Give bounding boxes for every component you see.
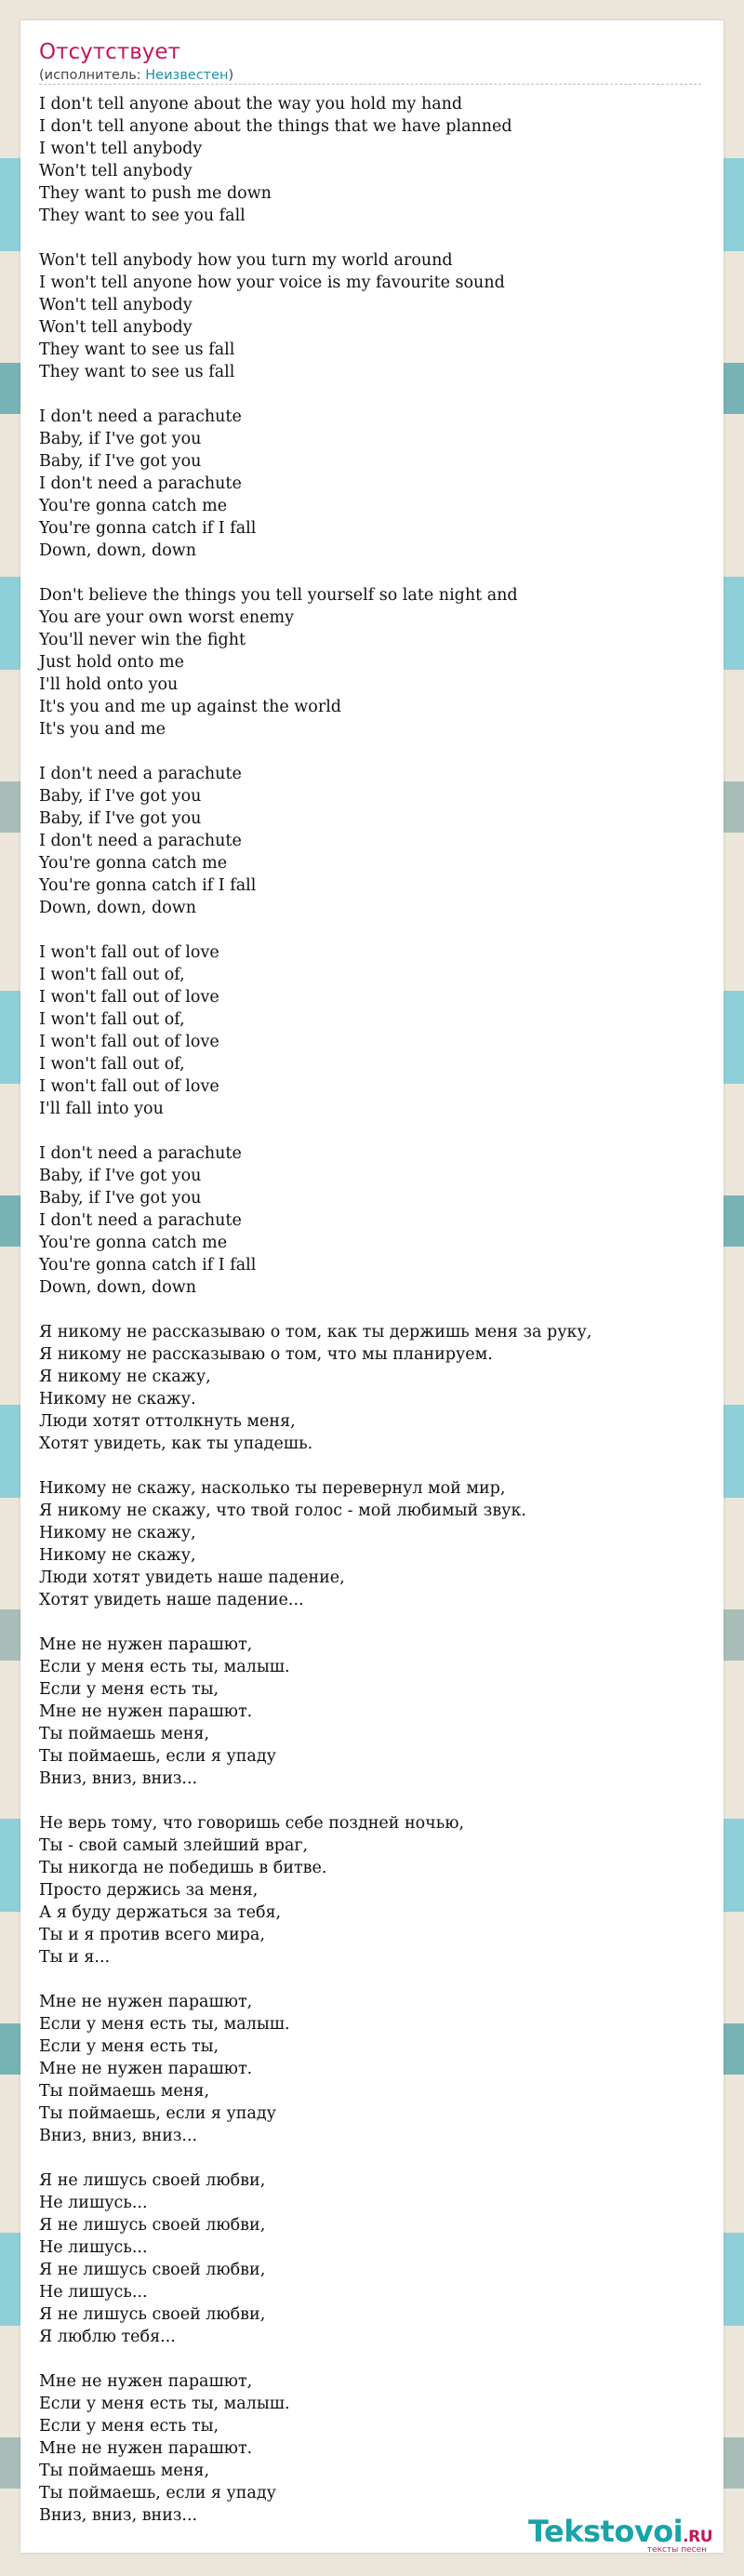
site-logo[interactable] — [526, 2514, 712, 2553]
background-stripe — [0, 2437, 20, 2489]
background-stripe — [724, 158, 744, 251]
lyrics-text: I don't tell anyone about the way you hold my hand I don't tell anyone about the things that we have planned I won't tell anybody Won't tell anybody They want to push me down They want to see you fall Won't tell anybody how you turn my world around I won't tell anyone how your voice is my favourite sound Won't tell anybody Won't tell anybody They want to see us fall They want to see us fall I don't need a parachute Baby, if I've got you Baby, if I've got you I don't need a parachute You're gonna catch me You're gonna catch if I fall Down, down, down Don't believe the things you tell yourself so late night and You are your own worst enemy You'll never win the fight Just hold onto me I'll hold onto you It's you and me up against the world It's you and me I don't need a parachute Baby, if I've got you Baby, if I've got you I don't need a parachute You're gonna catch me You're gonna catch if I fall Down, down, down I won't fall out of love I won't fall out of, I won't fall out of love I won't fall out of, I won't fall out of love I won't fall out of, I won't fall out of love I'll fall into you I don't need a parachute Baby, if I've got you Baby, if I've got you I don't need a parachute You're gonna catch me You're gonna catch if I fall Down, down, down Я никому не рассказываю о том, как ты держишь меня за руку, Я никому не рассказываю о том, что мы планируем. Я никому не скажу, Никому не скажу. Люди хотят оттолкнуть меня, Хотят увидеть, как ты упадешь. Никому не скажу, насколько ты перевернул мой мир, Я никому не скажу, что твой голос - мой любимый звук. Никому не скажу, Никому не скажу, Люди хотят увидеть наше падение, Хотят увидеть наше падение... Мне не нужен парашют, Если у меня есть ты, малыш. Если у меня есть ты, Мне не нужен парашют. Ты поймаешь меня, Ты поймаешь, если я упаду Вниз, вниз, вниз... Не верь тому, что говоришь себе поздней ночью, Ты - свой самый злейший враг, Ты никогда не победишь в битве. Просто держись за меня, А я буду держаться за тебя, Ты и я против всего мира, Ты и я... Мне не нужен парашют, Если у меня есть ты, малыш. Если у меня есть ты, Мне не нужен парашют. Ты поймаешь меня, Ты поймаешь, если я упаду Вниз, вниз, вниз... Я не лишусь своей любви, Не лишусь... Я не лишусь своей любви, Не лишусь... Я не лишусь своей любви, Не лишусь... Я не лишусь своей любви, Я люблю тебя... Мне не нужен парашют, Если у меня есть ты, малыш. Если у меня есть ты, Мне не нужен парашют. Ты поймаешь меня, Ты поймаешь, если я упаду Вниз, вниз, вниз... — [39, 95, 592, 2525]
artist-suffix: ) — [228, 68, 234, 83]
background-stripe — [0, 1609, 20, 1661]
artist-prefix: (исполнитель: — [39, 68, 146, 83]
background-stripe — [0, 158, 20, 251]
logo-brand: Tekstovoi — [527, 2514, 684, 2549]
logo-wordmark — [528, 2514, 712, 2549]
background-stripe — [724, 1609, 744, 1661]
background-stripe — [724, 2023, 744, 2075]
song-title: Отсутствует — [39, 40, 180, 64]
logo-tagline: тексты песен — [646, 2545, 707, 2555]
background-stripe — [0, 1195, 20, 1247]
background-stripe — [724, 1819, 744, 1912]
background-stripe — [724, 781, 744, 833]
lyrics-card — [20, 20, 724, 2553]
background-stripe — [724, 363, 744, 414]
background-stripe — [724, 1405, 744, 1498]
background-stripe — [0, 781, 20, 833]
background-stripe — [0, 2233, 20, 2326]
artist-line — [39, 67, 233, 84]
title-divider — [39, 84, 701, 85]
background-stripe — [0, 1819, 20, 1912]
background-stripe — [724, 991, 744, 1084]
background-stripe — [0, 2023, 20, 2075]
artist-link[interactable]: Неизвестен — [145, 68, 229, 83]
background-stripe — [724, 2437, 744, 2489]
logo-tld: .RU — [683, 2528, 712, 2546]
background-stripe — [0, 991, 20, 1084]
background-stripe — [0, 577, 20, 670]
background-stripe — [724, 2233, 744, 2326]
background-stripe — [0, 363, 20, 414]
background-stripe — [724, 1195, 744, 1247]
background-stripe — [0, 1405, 20, 1498]
background-stripe — [724, 577, 744, 670]
